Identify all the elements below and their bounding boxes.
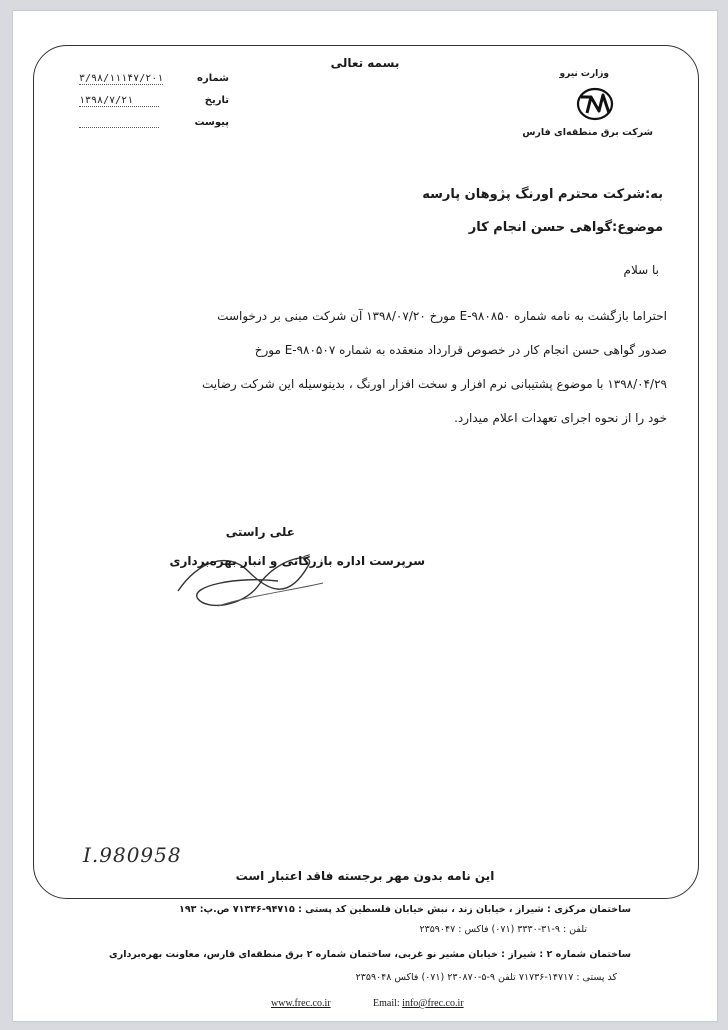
handwritten-signature xyxy=(158,531,338,621)
body-line-1: احتراما بازگشت به نامه شماره E-۹۸۰۸۵۰ مورخ ۱۳۹۸/۰۷/۲۰ آن شرکت مبنی بر درخواست xyxy=(217,309,667,323)
letter-number-row xyxy=(79,73,229,85)
validity-notice: این نامه بدون مهر برجسته فاقد اعتبار است xyxy=(235,869,495,883)
body-line-4: خود را از نحوه اجرای تعهدات اعلام میدارد. xyxy=(454,411,667,425)
letter-number-label: شماره xyxy=(197,73,229,84)
email-link[interactable]: info@frec.co.ir xyxy=(402,998,464,1009)
email-line xyxy=(373,998,464,1009)
body-line-2: صدور گواهی حسن انجام کار در خصوص قرارداد منعقده به شماره E-۹۸۰۵۰۷ مورخ xyxy=(254,343,667,357)
letter-body xyxy=(47,299,667,435)
letter-number-value: ۳/۹۸/۱۱۱۴۷/۲۰۱ xyxy=(79,73,164,84)
company-name: شرکت برق منطقه‌ای فارس xyxy=(522,127,653,138)
company-logo-icon xyxy=(573,83,617,123)
email-label: Email: xyxy=(373,998,400,1009)
bismillah-heading: بسمه تعالی xyxy=(330,56,400,70)
footer-central-address: ساختمان مرکزی : شیراز ، خیابان زند ، نبش خیابان فلسطین کد پستی : ۹۴۷۱۵-۷۱۳۴۶ ص.پ: ۱۹۳ xyxy=(179,904,631,915)
handwritten-reference-number: I.980958 xyxy=(83,843,182,867)
subject-line: موضوع:گواهی حسن انجام کار xyxy=(468,220,663,235)
footer-building2-address: ساختمان شماره ۲ : شیراز : خیابان مشیر نو غربی، ساختمان شماره ۲ برق منطقه‌ای فارس، معاونت بهره‌برداری xyxy=(109,949,631,960)
letter-attachment-label: پیوست xyxy=(194,117,229,128)
website-link[interactable]: www.frec.co.ir xyxy=(271,998,331,1009)
signatory-title: سرپرست اداره بازرگانی و انبار بهره‌برداری xyxy=(169,554,425,568)
letter-date-label: تاریخ xyxy=(204,95,229,106)
letter-attachment-row xyxy=(79,117,229,128)
body-line-3: ۱۳۹۸/۰۴/۲۹ با موضوع پشتیبانی نرم افزار و سخت افزار اورنگ ، بدینوسیله این شرکت رضایت xyxy=(201,377,667,391)
letter-border-frame xyxy=(33,45,699,899)
letter-date-value: ۱۳۹۸/۷/۲۱ xyxy=(79,95,159,107)
ministry-name: وزارت نیرو xyxy=(559,69,609,79)
letter-attachment-value xyxy=(79,117,159,128)
letter-sheet xyxy=(12,10,718,1022)
letter-date-row xyxy=(79,95,229,107)
footer-central-phone: تلفن : ۹-۳۱-۳۳۳۰ (۰۷۱) فاکس : ۲۳۵۹۰۴۷ xyxy=(419,924,587,935)
signatory-name: علی راستی xyxy=(225,525,295,539)
footer-building2-phone: کد پستی : ۱۴۷۱۷-۷۱۷۳۶ تلفن ۹-۵-۲۳۰۸۷۰ (۰۷۱) فاکس ۲۳۵۹۰۴۸ xyxy=(355,972,617,983)
recipient-line: به:شرکت محترم اورنگ پژوهان پارسه xyxy=(422,187,663,202)
greeting: با سلام xyxy=(623,263,659,277)
